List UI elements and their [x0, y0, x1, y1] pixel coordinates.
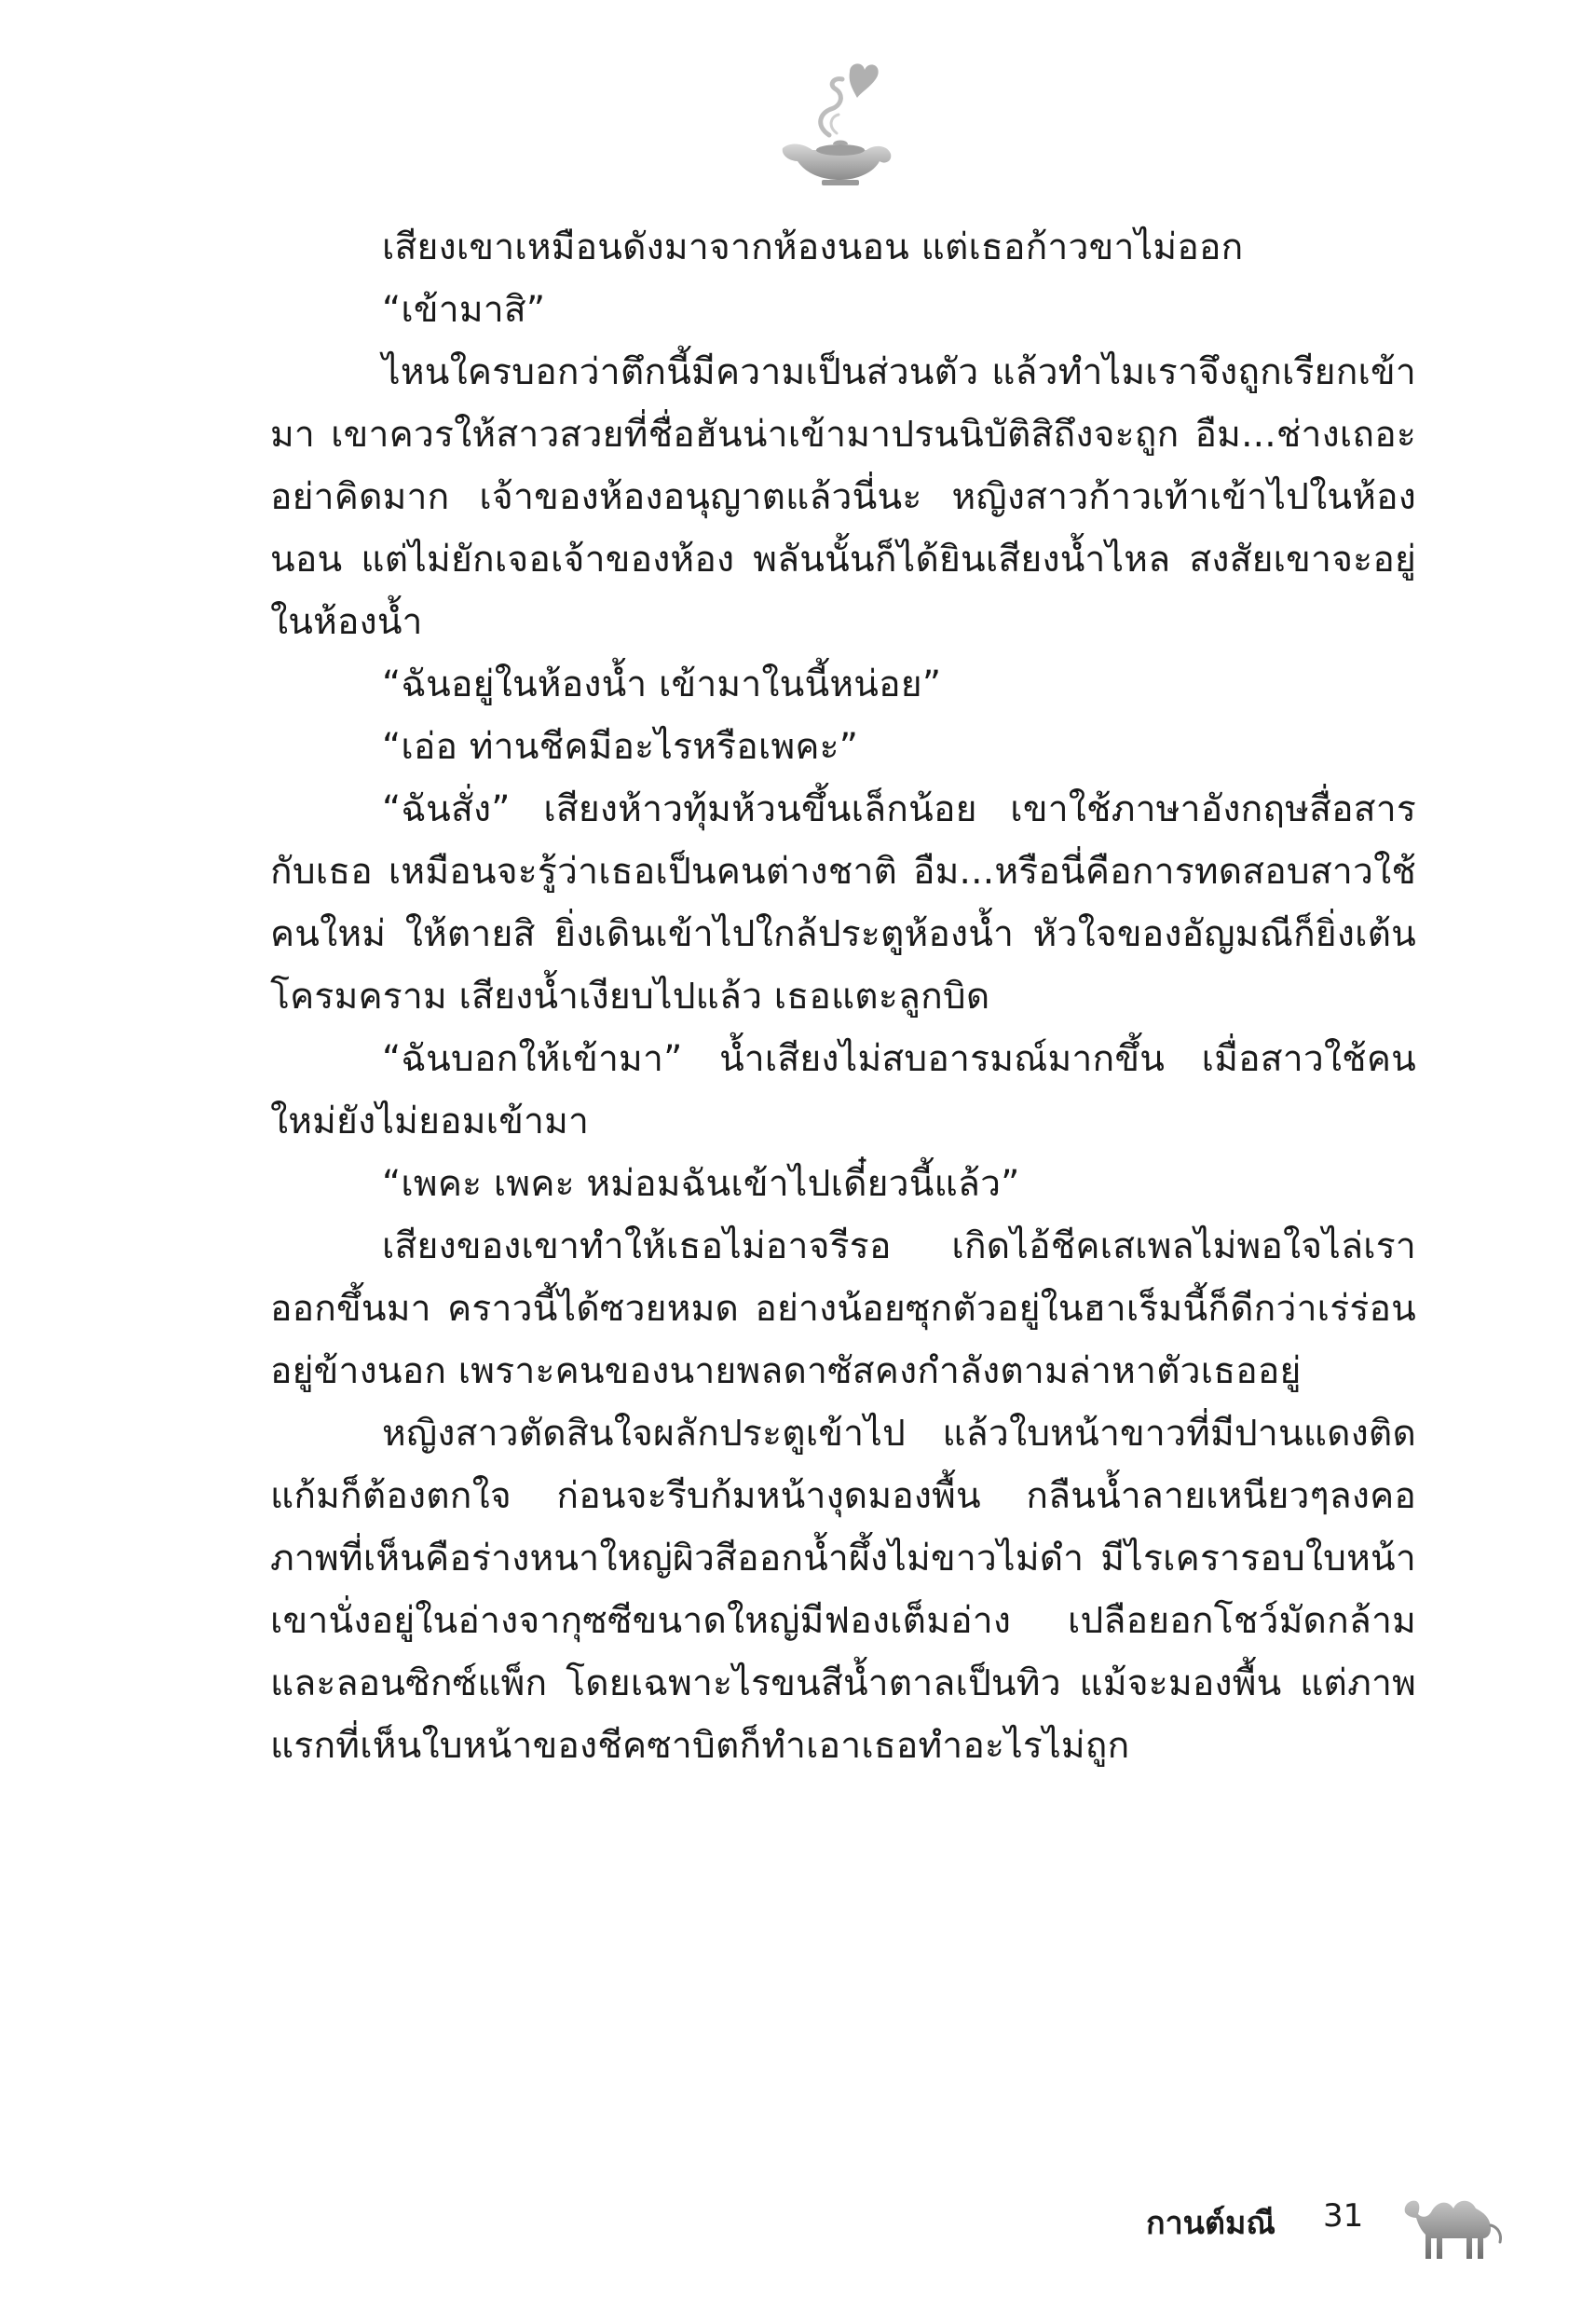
body-text: [270, 216, 1416, 1777]
page-footer: [1146, 2181, 1519, 2264]
page-number: 31: [1323, 2197, 1364, 2235]
paragraph: “เข้ามาสิ”: [382, 289, 546, 331]
paragraph: ไหนใครบอกว่าตึกนี้มีความเป็นส่วนตัว แล้วทำไมเราจึงถูกเรียกเข้ามา เขาควรให้สาวสวยที่ชื่อฮันน่าเข้ามาปรนนิบัติสิถึงจะถูก อืม...ช่างเถอะ อย่าคิดมาก เจ้าของห้องอนุญาตแล้วนี่นะ หญิงสาวก้าวเท้าเข้าไปในห้องนอน แต่ไม่ยักเจอเจ้าของห้อง พลันนั้นก็ได้ยินเสียงน้ำไหล สงสัยเขาจะอยู่ในห้องน้ำ: [270, 351, 1416, 643]
camel-icon: [1398, 2181, 1509, 2263]
paragraph: หญิงสาวตัดสินใจผลักประตูเข้าไป แล้วใบหน้าขาวที่มีปานแดงติดแก้มก็ต้องตกใจ ก่อนจะรีบก้มหน้างุดมองพื้น กลืนน้ำลายเหนียวๆลงคอ ภาพที่เห็นคือร่างหนาใหญ่ผิวสีออกน้ำผึ้งไม่ขาวไม่ดำ มีไรเครารอบใบหน้า เขานั่งอยู่ในอ่างจากุซซีขนาดใหญ่มีฟองเต็มอ่าง เปลือยอกโชว์มัดกล้ามและลอนซิกซ์แพ็ก โดยเฉพาะไรขนสีน้ำตาลเป็นทิว แม้จะมองพื้น แต่ภาพแรกที่เห็นใบหน้าของชีคซาบิตก็ทำเอาเธอทำอะไรไม่ถูก: [270, 1413, 1416, 1767]
paragraph: “ฉันสั่ง” เสียงห้าวทุ้มห้วนขึ้นเล็กน้อย เขาใช้ภาษาอังกฤษสื่อสารกับเธอ เหมือนจะรู้ว่าเธอเป็นคนต่างชาติ อืม...หรือนี่คือการทดสอบสาวใช้คนใหม่ ให้ตายสิ ยิ่งเดินเข้าไปใกล้ประตูห้องน้ำ หัวใจของอัญมณีก็ยิ่งเต้นโครมคราม เสียงน้ำเงียบไปแล้ว เธอแตะลูกบิด: [270, 788, 1416, 1018]
author-name: กานต์มณี: [1146, 2205, 1275, 2242]
paragraph: “เพคะ เพคะ หม่อมฉันเข้าไปเดี๋ยวนี้แล้ว”: [382, 1163, 1020, 1205]
genie-lamp-icon: [764, 51, 904, 191]
paragraph: “ฉันบอกให้เข้ามา” น้ำเสียงไม่สบอารมณ์มากขึ้น เมื่อสาวใช้คนใหม่ยังไม่ยอมเข้ามา: [270, 1038, 1416, 1142]
paragraph: “เอ่อ ท่านชีคมีอะไรหรือเพคะ”: [382, 726, 859, 768]
paragraph: “ฉันอยู่ในห้องน้ำ เข้ามาในนี้หน่อย”: [382, 663, 942, 705]
paragraph: เสียงของเขาทำให้เธอไม่อาจรีรอ เกิดไอ้ชีคเสเพลไม่พอใจไล่เราออกขึ้นมา คราวนี้ได้ซวยหมด อย่างน้อยซุกตัวอยู่ในฮาเร็มนี้ก็ดีกว่าเร่ร่อนอยู่ข้างนอก เพราะคนของนายพลดาซัสคงกำลังตามล่าหาตัวเธออยู่: [270, 1225, 1416, 1392]
paragraph: เสียงเขาเหมือนดังมาจากห้องนอน แต่เธอก้าวขาไม่ออก: [382, 226, 1244, 268]
